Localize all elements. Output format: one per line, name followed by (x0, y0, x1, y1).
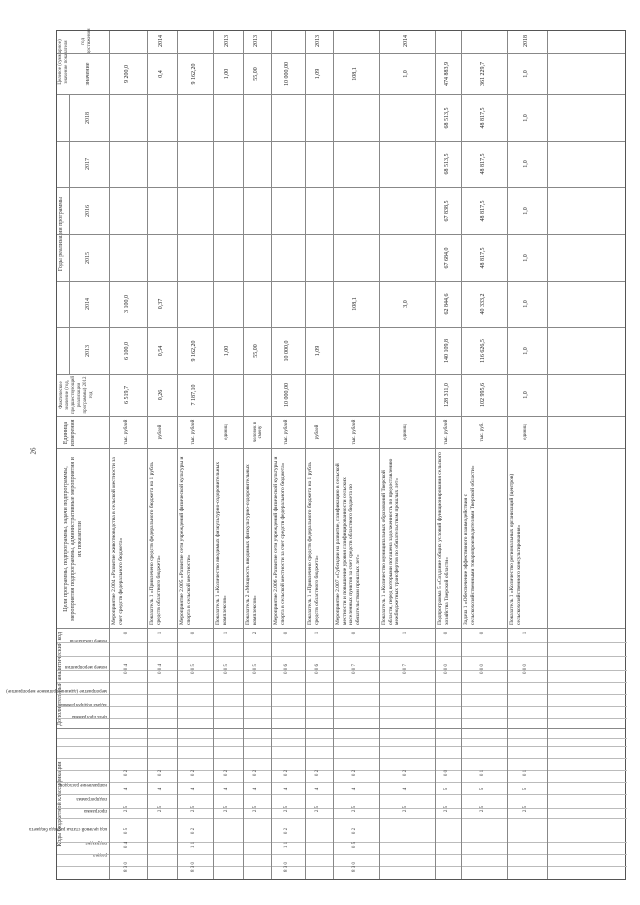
row-year-value: 68 513,5 (444, 107, 450, 129)
code-direction: 0 2 (158, 769, 163, 777)
row-year-value: 67 684,0 (444, 247, 450, 269)
code-direction: 0 2 (352, 769, 357, 777)
header-year-2014: 2014 (85, 298, 91, 310)
table-row (435, 29, 461, 879)
row-name: Задача 1 «Обеспечение эффективного взаимодействия с сельскохозяйственными товаропроизводителями Тверской области» (463, 465, 476, 625)
code-admin: 8 3 0 (284, 862, 289, 872)
code-program: 2 5 (315, 805, 320, 813)
code-direction: 0 2 (315, 769, 320, 777)
row-target: 55,00 (253, 67, 259, 81)
header-target-value: значение (85, 62, 91, 86)
row-year-value: 67 838,5 (444, 200, 450, 222)
header-target: Целевое (суммарное) значение показателя (58, 39, 69, 85)
row-year-value: 48 817,5 (480, 247, 486, 269)
table-row (507, 29, 547, 879)
code-subprogram: 5 (523, 787, 528, 791)
table-row (379, 29, 435, 879)
header-indicator-number: номер показателя (69, 638, 107, 643)
row-target: 9 162,20 (191, 63, 197, 85)
row-year-value: 48 817,5 (480, 200, 486, 222)
code-program: 2 5 (523, 805, 528, 813)
code-event: 0 0 6 (315, 664, 320, 674)
code-indicator: 0 (444, 631, 449, 635)
row-name: Мероприятие 2.004 «Развитие животноводства в сельской местности за счет средств федерального бюджета» (111, 457, 124, 625)
header-subprogram: подпрограмма (76, 796, 107, 801)
row-target: 1,09 (315, 68, 321, 80)
header-direction: направление расходов (60, 782, 107, 787)
row-year-value: 116 626,5 (480, 339, 486, 363)
table-row (305, 29, 333, 879)
row-name: Показатель 1 «Количество региональных организаций (центров) сельскохозяйственного консультирования» (509, 473, 522, 625)
header-analytic-code: Дополнительный аналитический код (57, 631, 63, 727)
header-fact: Фактическое значение (год, предшествующий реализации программы) 2012 год (59, 375, 94, 414)
header-year-2017: 2017 (85, 158, 91, 170)
code-indicator: 1 (315, 631, 320, 635)
row-year-value: 9 162,20 (191, 340, 197, 362)
code-subsection: 0 2 (352, 827, 357, 835)
code-indicator: 0 (191, 631, 196, 635)
code-subprogram: 4 (315, 787, 320, 791)
code-admin: 8 3 0 (124, 862, 129, 872)
code-event: 0 0 0 (523, 664, 528, 674)
row-name: Мероприятие 2.006 «Развитие сети учреждений физической культуры и спорта в сельской местности за счет средств федерального бюджета» (273, 456, 286, 625)
row-name: Показатель 1 «Привлечено средств федерального бюджета на 1 рубль средств областного бюджета» (149, 462, 162, 625)
header-budget-codes: Коды бюджетной классификации (57, 761, 63, 847)
code-indicator: 0 (124, 631, 129, 635)
row-year-value: 68 513,5 (444, 153, 450, 175)
program-table (6, 28, 626, 880)
header-target-article: код целевой статьи расхода бюджета (29, 826, 107, 831)
code-subprogram: 4 (253, 787, 258, 791)
code-subprogram: 4 (158, 787, 163, 791)
row-year-achieve: 2013 (253, 35, 259, 47)
code-indicator: 1 (403, 631, 408, 635)
code-event: 0 0 7 (403, 664, 408, 674)
code-indicator: 1 (224, 631, 229, 635)
code-admin: 8 3 0 (352, 862, 357, 872)
header-goal: цель программы (71, 714, 107, 719)
row-target: 9 200,0 (124, 65, 130, 83)
code-section: 0 5 (352, 841, 357, 849)
row-year-achieve: 2013 (315, 35, 321, 47)
table-row (147, 29, 177, 879)
row-year-value: 108,1 (352, 297, 358, 311)
header-event-number: номер мероприятия (65, 664, 107, 669)
row-year-value: 62 844,6 (444, 293, 450, 315)
header-unit: Единица измерения (63, 419, 76, 447)
code-program: 2 5 (403, 805, 408, 813)
code-indicator: 1 (158, 631, 163, 635)
code-subsection: 0 2 (191, 827, 196, 835)
code-subprogram: 5 (444, 787, 449, 791)
row-year-value: 140 109,8 (444, 339, 450, 363)
row-year-value: 48 817,5 (480, 153, 486, 175)
row-year-value: 1,0 (523, 114, 529, 122)
code-direction: 0 2 (124, 769, 129, 777)
header-year-2018: 2018 (85, 112, 91, 124)
header-year-achieve: год достижения (81, 28, 92, 54)
row-name: Подпрограмма 5 «Создание общих условий функционирования сельского хозяйства Тверской области» (437, 452, 450, 625)
code-direction: 0 0 (444, 769, 449, 777)
row-fact: 6 519,7 (124, 386, 130, 404)
table-row (177, 29, 213, 879)
code-subsection: 0 5 (124, 827, 129, 835)
table-row (461, 29, 507, 879)
code-program: 2 5 (158, 805, 163, 813)
code-event: 0 0 5 (253, 664, 258, 674)
row-unit: тыс. рублей (124, 419, 129, 445)
code-direction: 0 2 (191, 769, 196, 777)
code-event: 0 0 0 (480, 664, 485, 674)
row-unit: тыс. рублей (444, 419, 449, 445)
page-number: 26 (29, 447, 38, 455)
code-direction: 0 2 (403, 769, 408, 777)
code-direction: 0 1 (523, 769, 528, 777)
code-subprogram: 4 (403, 787, 408, 791)
code-section: 0 4 (124, 841, 129, 849)
row-target: 108,1 (352, 67, 358, 81)
code-admin: 8 3 0 (191, 862, 196, 872)
code-subprogram: 4 (124, 787, 129, 791)
row-year-value: 1,0 (523, 254, 529, 262)
row-unit: тыс. рублей (352, 419, 357, 445)
row-name: Показатель 1 «Привлечено средств федерального бюджета на 1 рубль средств областного бюджета» (307, 462, 320, 625)
row-year-value: 10 000,0 (284, 340, 290, 362)
row-unit: тыс. руб. (480, 422, 485, 442)
code-subprogram: 4 (224, 787, 229, 791)
table-row (243, 29, 271, 879)
table-row (271, 29, 305, 879)
code-event: 0 0 5 (191, 664, 196, 674)
row-target: 1,00 (224, 68, 230, 80)
code-program: 2 5 (191, 805, 196, 813)
row-unit: единиц (403, 424, 408, 440)
header-section: раздел (93, 852, 107, 857)
code-event: 0 0 5 (224, 664, 229, 674)
row-target: 1,0 (403, 70, 409, 78)
header-event: мероприятие (административное мероприятие) (6, 688, 107, 693)
row-year-achieve: 2014 (158, 35, 164, 47)
header-year-2016: 2016 (85, 205, 91, 217)
row-year-value: 3,0 (403, 300, 409, 308)
row-unit: единиц (224, 424, 229, 440)
row-fact: 10 000,00 (284, 383, 290, 407)
row-fact: 128 311,0 (444, 383, 450, 407)
row-fact: 102 995,6 (480, 383, 486, 407)
row-target: 10 000,00 (284, 62, 290, 86)
code-event: 0 0 4 (124, 664, 129, 674)
code-event: 0 0 0 (444, 664, 449, 674)
row-fact: 0,26 (158, 389, 164, 401)
row-unit: тыс. рублей (191, 419, 196, 445)
row-year-achieve: 2014 (403, 35, 409, 47)
row-year-value: 55,00 (253, 344, 259, 358)
header-year-2015: 2015 (85, 252, 91, 264)
code-event: 0 0 4 (158, 664, 163, 674)
code-direction: 0 2 (284, 769, 289, 777)
code-indicator: 1 (523, 631, 528, 635)
row-year-value: 0,37 (158, 298, 164, 310)
row-year-value: 1,0 (523, 300, 529, 308)
row-name: Мероприятие 2.005 «Развитие сети учреждений физической культуры и спорта в сельской местности» (179, 456, 192, 625)
header-year-2013: 2013 (85, 345, 91, 357)
code-section: 1 1 (284, 841, 289, 849)
grid-line (547, 31, 548, 879)
header-subsection: подраздел (85, 840, 107, 845)
row-name: Мероприятие 2.007 «Субсидии на развитие, газификацию в сельской местности и повышение уровня газифицированности сельских населенных пунктов за счет средств областного бюджета по обязательствам прошлых лет» (335, 463, 361, 625)
row-fact: 1,0 (523, 391, 529, 399)
row-unit: тыс. рублей (284, 419, 289, 445)
code-subsection: 0 2 (284, 827, 289, 835)
row-target: 0,4 (158, 70, 164, 78)
code-indicator: 0 (284, 631, 289, 635)
code-program: 2 5 (124, 805, 129, 813)
row-year-value: 1,0 (523, 160, 529, 168)
code-subprogram: 4 (191, 787, 196, 791)
code-program: 2 5 (224, 805, 229, 813)
header-program: программа (84, 808, 107, 813)
code-program: 2 5 (352, 805, 357, 813)
row-target: 1,0 (523, 70, 529, 78)
row-unit: рублей (315, 424, 320, 440)
row-year-value: 1,0 (523, 347, 529, 355)
grid-line (69, 94, 70, 374)
code-program: 2 5 (253, 805, 258, 813)
code-event: 0 0 7 (352, 664, 357, 674)
row-year-value: 3 100,0 (124, 295, 130, 313)
row-year-value: 0,54 (158, 345, 164, 357)
code-subprogram: 5 (480, 787, 485, 791)
table-row (109, 29, 147, 879)
code-indicator: 2 (253, 631, 258, 635)
code-indicator: 0 (352, 631, 357, 635)
code-direction: 0 2 (253, 769, 258, 777)
code-subprogram: 4 (352, 787, 357, 791)
row-year-achieve: 2018 (523, 35, 529, 47)
row-fact: 7 187,10 (191, 384, 197, 406)
code-direction: 0 1 (480, 769, 485, 777)
code-indicator: 0 (480, 631, 485, 635)
row-unit: единиц (523, 424, 528, 440)
row-name: Показатель 1 «Количество муниципальных образований Тверской области, перед которыми погашена задолженность по предоставлению межбюджетных трансфертов по обязательствам прошлых лет» (381, 458, 400, 625)
row-target: 474 883,9 (444, 62, 450, 86)
table-row (213, 29, 243, 879)
row-unit: человек в смену (253, 421, 263, 443)
row-year-achieve: 2013 (224, 35, 230, 47)
code-program: 2 5 (480, 805, 485, 813)
row-name: Показатель 2 «Мощность вводимых физкультурно-оздоровительных комплексов» (245, 464, 258, 625)
header-years: Годы реализации программы (58, 196, 64, 272)
code-program: 2 5 (284, 805, 289, 813)
row-year-value: 1,09 (315, 345, 321, 357)
header-task: задача подпрограммы (60, 702, 107, 707)
row-year-value: 1,00 (224, 345, 230, 357)
row-unit: рублей (158, 424, 163, 440)
code-event: 0 0 6 (284, 664, 289, 674)
row-year-value: 40 333,2 (480, 293, 486, 315)
row-year-value: 6 100,0 (124, 342, 130, 360)
code-section: 1 1 (191, 841, 196, 849)
code-direction: 0 2 (224, 769, 229, 777)
header-name: Цели программы, подпрограммы, задачи подпрограммы, мероприятия подпрограммы, административные мероприятия и их показатели (63, 457, 83, 621)
row-target: 361 229,7 (480, 62, 486, 86)
row-year-value: 48 817,5 (480, 107, 486, 129)
code-program: 2 5 (444, 805, 449, 813)
row-year-value: 1,0 (523, 207, 529, 215)
row-name: Показатель 1 «Количество вводимых физкультурно-оздоровительных комплексов» (215, 461, 228, 625)
table-row (333, 29, 379, 879)
code-subprogram: 4 (284, 787, 289, 791)
